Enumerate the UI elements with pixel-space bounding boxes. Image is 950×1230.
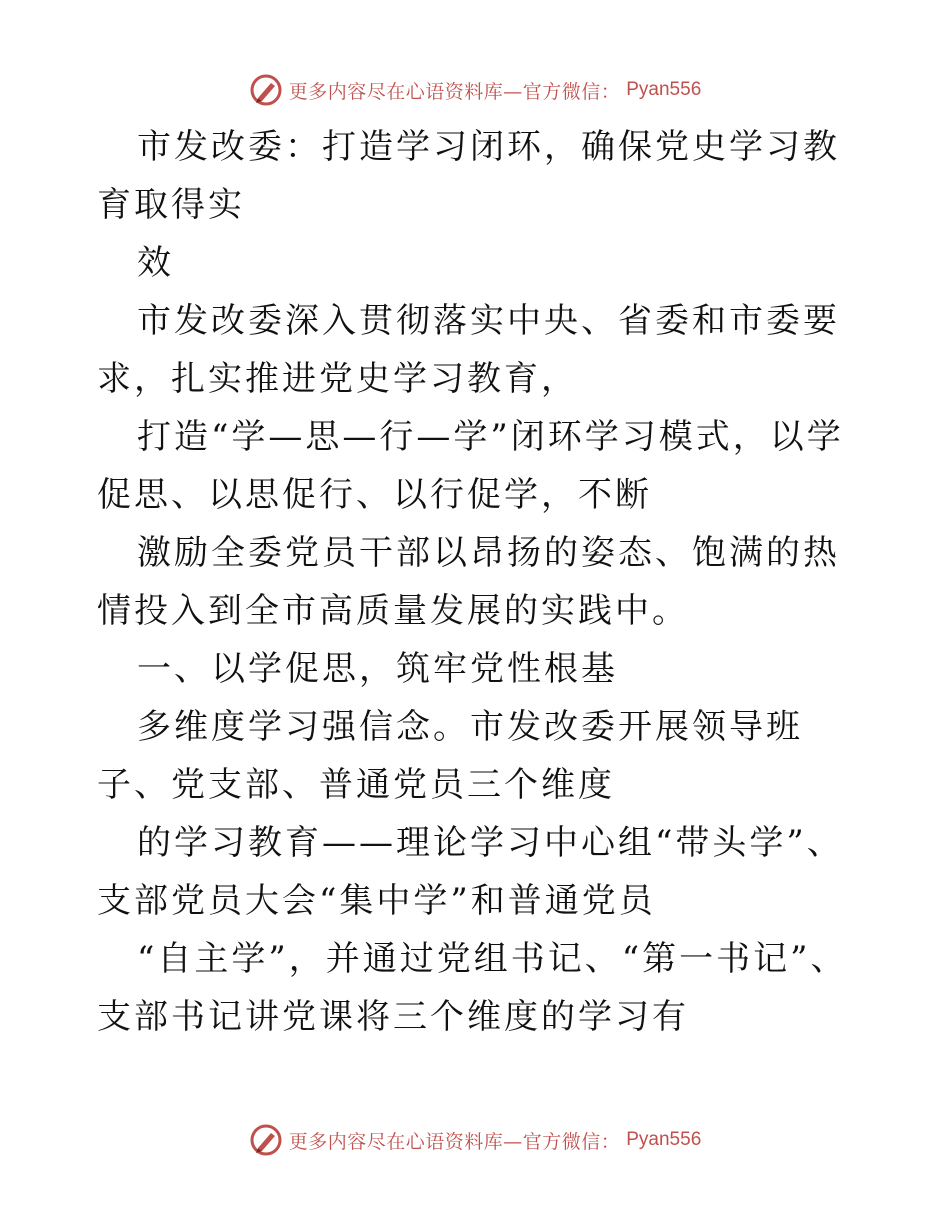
paragraph: 打造“学—思—行—学”闭环学习模式，以学促思、以思促行、以行促学，不断 [97,417,844,515]
section-heading: 一、以学促思，筑牢党性根基 [137,649,618,689]
banner-text: 更多内容尽在心语资料库—官方微信： [288,1130,621,1153]
banner-wechat-id: Pyan556 [626,79,702,100]
paragraph: “自主学”，并通过党组书记、“第一书记”、支部书记讲党课将三个维度的学习有 [97,939,848,1037]
header-watermark-banner [0,70,950,110]
document-body [97,118,857,1046]
pen-logo-icon [249,1123,283,1157]
title-continuation: 效 [137,243,174,283]
paragraph: 的学习教育——理论学习中心组“带头学”、支部党员大会“集中学”和普通党员 [97,823,844,921]
footer-watermark-banner [0,1120,950,1160]
paragraph: 激励全委党员干部以昂扬的姿态、饱满的热情投入到全市高质量发展的实践中。 [97,533,840,631]
paragraph: 市发改委深入贯彻落实中央、省委和市委要求，扎实推进党史学习教育， [97,301,840,399]
banner-text: 更多内容尽在心语资料库—官方微信： [288,80,621,103]
pen-logo-icon [249,73,283,107]
banner-wechat-id: Pyan556 [626,1129,702,1150]
title-line: 市发改委：打造学习闭环，确保党史学习教育取得实 [97,127,840,225]
paragraph: 多维度学习强信念。市发改委开展领导班子、党支部、普通党员三个维度 [97,707,803,805]
